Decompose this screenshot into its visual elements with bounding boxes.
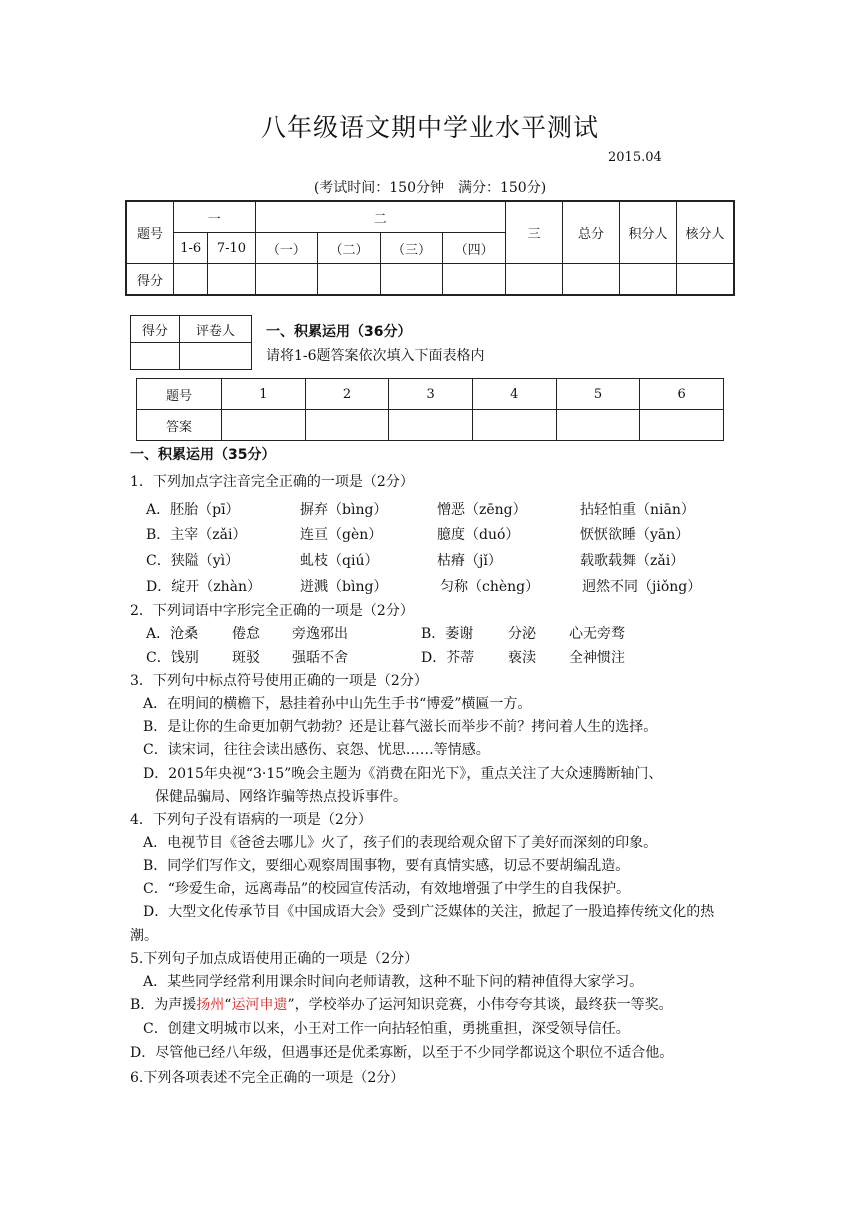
score-cell[interactable] xyxy=(380,264,443,296)
option-item: 倦怠 xyxy=(232,626,260,642)
score-cell[interactable] xyxy=(506,264,563,296)
option-text: B．为声援 xyxy=(130,997,197,1013)
answer-row-label: 答案 xyxy=(137,410,222,441)
sub-header-cell: （二） xyxy=(318,233,381,264)
row-label: 得分 xyxy=(126,264,174,296)
question-stem: 3．下列句中标点符号使用正确的一项是（2分） xyxy=(130,673,428,689)
question-stem: 4．下列句子没有语病的一项是（2分） xyxy=(130,812,372,828)
sub-header-cell: 7-10 xyxy=(208,233,255,264)
answer-cell[interactable] xyxy=(472,410,556,441)
option-item: D．大型文化传承节目《中国成语大会》受到广泛媒体的关注，掀起了一股追捧传统文化的热 xyxy=(143,904,715,920)
option-item: 臆度（duó） xyxy=(437,527,520,543)
score-cell[interactable] xyxy=(620,264,677,296)
option-item: 连亘（gèn） xyxy=(300,527,383,543)
option-item: A．沧桑 xyxy=(146,626,199,642)
option-item: C．创建文明城市以来，小王对工作一向拈轻怕重，勇挑重担，深受领导信任。 xyxy=(143,1021,630,1037)
option-item: B．同学们写作文，要细心观察周围事物，要有真情实感，切忌不要胡编乱造。 xyxy=(143,858,630,874)
highlight-text: 扬州 xyxy=(196,997,225,1013)
section-heading: 一、积累运用（36分） xyxy=(266,324,412,340)
question-number: 5 xyxy=(556,379,640,410)
answer-cell[interactable] xyxy=(389,410,473,441)
grader-name-label: 评卷人 xyxy=(179,316,251,343)
option-item: A．电视节目《爸爸去哪儿》火了，孩子们的表现给观众留下了美好而深刻的印象。 xyxy=(143,835,658,851)
option-item: 枯瘠（jǐ） xyxy=(437,553,502,569)
answer-cell[interactable] xyxy=(305,410,389,441)
option-item: C．狭隘（yì） xyxy=(146,553,240,569)
answer-cell[interactable] xyxy=(556,410,640,441)
header-cell: 积分人 xyxy=(620,201,677,264)
question-number: 1 xyxy=(222,379,306,410)
option-text: ”，学校举办了运河知识竞赛，小伟夸夸其谈，最终获一等奖。 xyxy=(287,997,673,1013)
option-item: 亵渎 xyxy=(508,650,536,666)
option-item: 全神惯注 xyxy=(569,650,625,666)
question-number: 6 xyxy=(640,379,724,410)
option-item: A．胚胎（pī） xyxy=(146,502,240,518)
option-item: D．芥蒂 xyxy=(421,650,475,666)
grader-score-label: 得分 xyxy=(131,316,180,343)
option-item: 憎恶（zēng） xyxy=(437,502,527,518)
score-cell[interactable] xyxy=(208,264,255,296)
highlight-text: 运河申遗 xyxy=(231,997,288,1013)
option-item: 迸溅（bìng） xyxy=(300,579,388,595)
answer-row-label: 题号 xyxy=(137,379,222,410)
option-item: B．是让你的生命更加朝气勃勃？还是让暮气滋长而举步不前？拷问着人生的选择。 xyxy=(143,719,658,735)
grader-name-cell[interactable] xyxy=(179,343,251,370)
option-item: C．“珍爱生命，远离毒品”的校园宣传活动，有效地增强了中学生的自我保护。 xyxy=(143,881,631,897)
option-item: B．萎谢 xyxy=(421,626,474,642)
question-number: 2 xyxy=(305,379,389,410)
score-cell[interactable] xyxy=(174,264,208,296)
header-cell: 二 xyxy=(255,201,505,233)
option-item: C．饯别 xyxy=(146,650,199,666)
option-item: 心无旁骛 xyxy=(569,626,625,642)
option-item: 恹恹欲睡（yān） xyxy=(580,527,690,543)
option-item: 分泌 xyxy=(508,626,536,642)
grader-score-cell[interactable] xyxy=(131,343,180,370)
question-stem: 1．下列加点字注音完全正确的一项是（2分） xyxy=(130,474,414,490)
sub-header-cell: （四） xyxy=(443,233,506,264)
header-cell: 三 xyxy=(506,201,563,264)
option-item: A．某些同学经常利用课余时间向老师请教，这种不耻下问的精神值得大家学习。 xyxy=(143,974,644,990)
option-item: 旁逸邪出 xyxy=(292,626,348,642)
header-cell: 题号 xyxy=(126,201,174,264)
sub-header-cell: （一） xyxy=(255,233,318,264)
option-item xyxy=(130,994,673,1014)
option-item: 虬枝（qiú） xyxy=(300,553,379,569)
option-item: 匀称（chèng） xyxy=(440,579,540,595)
option-item: 载歌载舞（zǎi） xyxy=(580,553,685,569)
sub-header-cell: 1-6 xyxy=(174,233,208,264)
score-cell[interactable] xyxy=(255,264,318,296)
section-instruction: 请将1-6题答案依次填入下面表格内 xyxy=(266,348,485,364)
score-cell[interactable] xyxy=(677,264,735,296)
exam-date: 2015.04 xyxy=(608,150,662,165)
header-cell: 一 xyxy=(174,201,256,233)
option-item: B．主宰（zǎi） xyxy=(146,527,247,543)
sub-header-cell: （三） xyxy=(380,233,443,264)
section-heading: 一、积累运用（35分） xyxy=(130,447,276,463)
exam-info: (考试时间：150分钟 满分：150分) xyxy=(313,180,547,196)
option-item: 潮。 xyxy=(130,928,158,944)
question-number: 3 xyxy=(389,379,473,410)
option-item: 强聒不舍 xyxy=(292,650,348,666)
score-cell[interactable] xyxy=(563,264,620,296)
option-item: 斑驳 xyxy=(232,650,260,666)
question-number: 4 xyxy=(472,379,556,410)
option-item: 摒弃（bìng） xyxy=(300,502,388,518)
answer-table xyxy=(136,378,724,441)
grader-table xyxy=(130,315,252,370)
score-cell[interactable] xyxy=(443,264,506,296)
option-item: D．尽管他已经八年级，但遇事还是优柔寡断，以至于不少同学都说这个职位不适合他。 xyxy=(130,1045,674,1061)
option-item: C．读宋词，往往会读出感伤、哀怨、忧思……等情感。 xyxy=(143,742,490,758)
option-item: 保健品骗局、网络诈骗等热点投诉事件。 xyxy=(155,789,407,805)
header-cell: 总分 xyxy=(563,201,620,264)
header-cell: 核分人 xyxy=(677,201,735,264)
question-stem: 6.下列各项表述不完全正确的一项是（2分） xyxy=(130,1070,405,1086)
option-item: 迥然不同（jiǒng） xyxy=(582,579,702,595)
option-item: D．2015年央视“3·15”晚会主题为《消费在阳光下》，重点关注了大众速腾断轴门、 xyxy=(143,766,663,782)
question-stem: 2．下列词语中字形完全正确的一项是（2分） xyxy=(130,603,414,619)
option-item: A．在明间的横檐下，悬挂着孙中山先生手书“博爱”横匾一方。 xyxy=(143,696,532,712)
question-stem: 5.下列句子加点成语使用正确的一项是（2分） xyxy=(130,951,419,967)
option-item: D．绽开（zhàn） xyxy=(146,579,261,595)
score-table xyxy=(125,200,735,296)
answer-cell[interactable] xyxy=(640,410,724,441)
quote-mark: “ xyxy=(224,997,232,1013)
answer-cell[interactable] xyxy=(222,410,306,441)
exam-title: 八年级语文期中学业水平测试 xyxy=(260,113,599,142)
option-item: 拈轻怕重（niān） xyxy=(580,502,695,518)
score-cell[interactable] xyxy=(318,264,381,296)
